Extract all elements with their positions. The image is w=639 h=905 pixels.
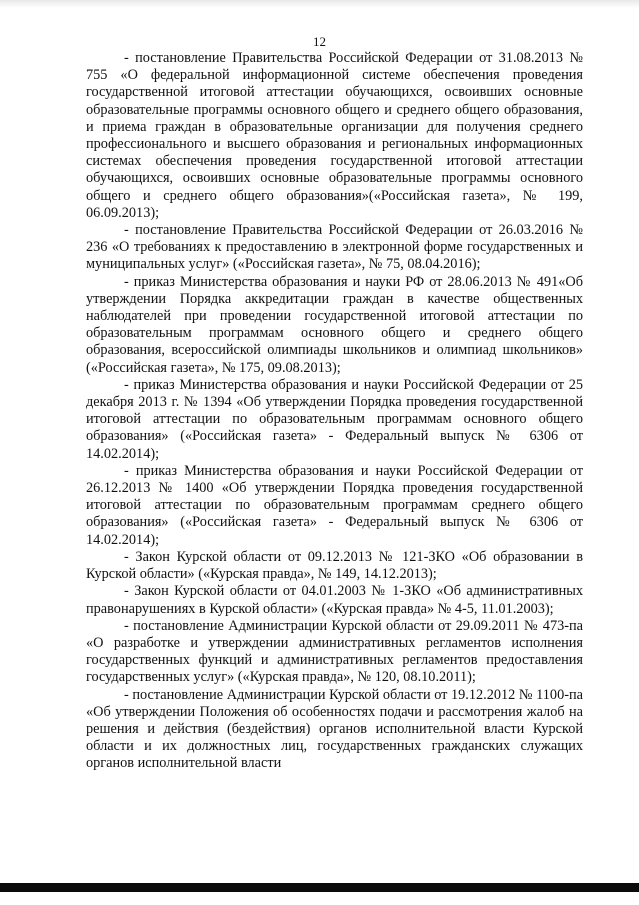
scan-top-edge	[0, 0, 639, 8]
scan-bottom-edge	[0, 883, 639, 892]
list-item: - постановление Администрации Курской области от 19.12.2012 № 1100-па «Об утверждении Положения об особенностях подачи и рассмотрения жалоб на решения и действия (бездействия) органов исполнительной власти Курской области и их должностных лиц, государственных гражданских служащих органов исполнительной власти	[86, 686, 583, 772]
document-body	[86, 50, 583, 773]
list-item: - постановление Администрации Курской области от 29.09.2011 № 473-па «О разработке и утверждении административных регламентов исполнения государственных функций и административных регламентов предоставления государственных услуг» («Курская правда», № 120, 08.10.2011);	[86, 617, 583, 686]
list-item: - приказ Министерства образования и науки Российской Федерации от 26.12.2013 № 1400 «Об утверждении Порядка проведения государственной итоговой аттестации по образовательным программам среднего общего образования» («Российская газета» - Федеральный выпуск № 6306 от 14.02.2014);	[86, 462, 583, 548]
list-item: - Закон Курской области от 04.01.2003 № 1-ЗКО «Об административных правонарушениях в Курской области» («Курская правда» № 4-5, 11.01.2003);	[86, 583, 583, 617]
list-item: - постановление Правительства Российской Федерации от 31.08.2013 № 755 «О федеральной информационной системе обеспечения проведения государственной итоговой аттестации обучающихся, освоивших основные образовательные программы основного общего и среднего общего образования, и приема граждан в образовательные организации для получения среднего профессионального и высшего образования и региональных информационных системах обеспечения проведения государственной итоговой аттестации обучающихся, освоивших основные образовательные программы основного общего и среднего общего образования»(«Российская газета», № 199, 06.09.2013);	[86, 50, 583, 221]
list-item: - Закон Курской области от 09.12.2013 № 121-ЗКО «Об образовании в Курской области» («Курская правда», № 149, 14.12.2013);	[86, 548, 583, 583]
page-number: 12	[313, 34, 326, 49]
list-item: - приказ Министерства образования и науки РФ от 28.06.2013 № 491«Об утверждении Порядка аккредитации граждан в качестве общественных наблюдателей при проведении государственной итоговой аттестации по образовательным программам основного общего и среднего общего образования, всероссийской олимпиады школьников и олимпиад школьников» («Российская газета», № 175, 09.08.2013);	[86, 273, 583, 376]
list-item: - приказ Министерства образования и науки Российской Федерации от 25 декабря 2013 г. № 1394 «Об утверждении Порядка проведения государственной итоговой аттестации по образовательным программам основного общего образования» («Российская газета» - Федеральный выпуск № 6306 от 14.02.2014);	[86, 376, 583, 462]
list-item: - постановление Правительства Российской Федерации от 26.03.2016 № 236 «О требованиях к предоставлению в электронной форме государственных и муниципальных услуг» («Российская газета», № 75, 08.04.2016);	[86, 222, 583, 273]
